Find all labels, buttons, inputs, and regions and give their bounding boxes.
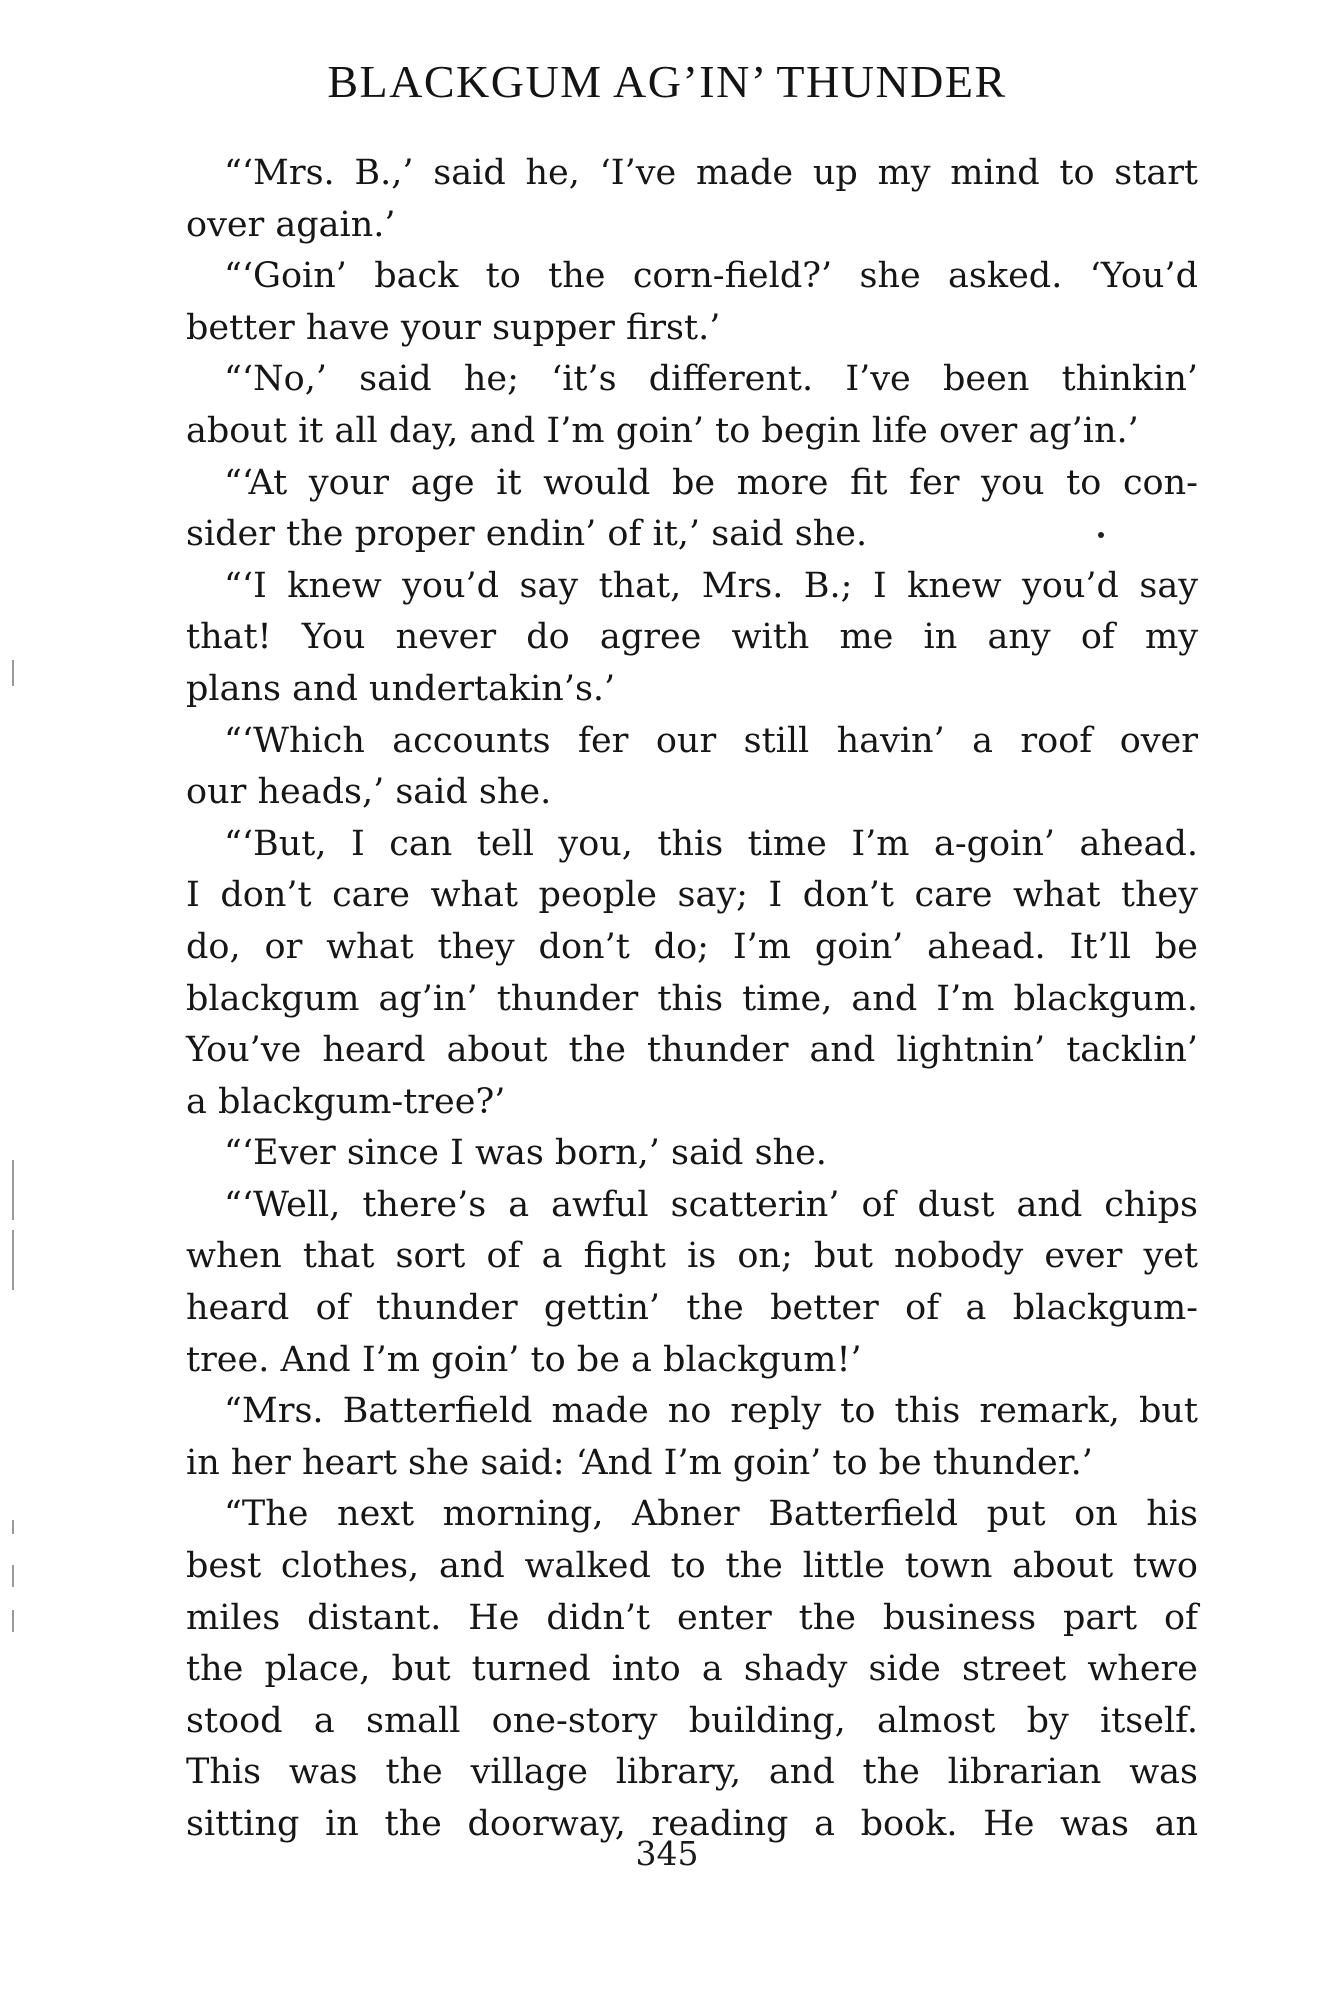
- text-line: plans and undertakin’s.’: [186, 668, 616, 709]
- text-line: when that sort of a fight is on; but nobody ever yet: [186, 1236, 1198, 1277]
- gutter-scan-marks: [0, 0, 30, 1991]
- text-line: best clothes, and walked to the little town about two: [186, 1546, 1198, 1587]
- text-line: the place, but turned into a shady side street where: [186, 1649, 1198, 1690]
- text-line: I don’t care what people say; I don’t care what they: [186, 875, 1198, 916]
- text-line: “‘Ever since I was born,’ said she.: [224, 1133, 827, 1174]
- body-text: [186, 148, 1198, 1851]
- text-line: about it all day, and I’m goin’ to begin life over ag’in.’: [186, 410, 1139, 451]
- text-line: heard of thunder gettin’ the better of a blackgum-: [186, 1288, 1198, 1329]
- text-line: that! You never do agree with me in any of my: [186, 617, 1198, 658]
- running-head: BLACKGUM AG’IN’ THUNDER: [327, 56, 1007, 107]
- text-line: “‘Which accounts fer our still havin’ a roof over: [224, 720, 1198, 761]
- text-line: “‘Well, there’s a awful scatterin’ of dust and chips: [224, 1184, 1198, 1225]
- page-number: 345: [635, 1834, 699, 1873]
- text-line: sitting in the doorway, reading a book. He was an: [186, 1804, 1198, 1844]
- text-line: a blackgum-tree?’: [186, 1081, 506, 1122]
- text-line: stood a small one-story building, almost by itself.: [186, 1700, 1198, 1741]
- text-line: “‘Goin’ back to the corn-field?’ she asked. ‘You’d: [224, 256, 1198, 297]
- text-line: sider the proper endin’ of it,’ said she.: [186, 514, 868, 555]
- text-line: “‘But, I can tell you, this time I’m a-goin’ ahead.: [224, 823, 1198, 864]
- text-line: our heads,’ said she.: [186, 772, 552, 813]
- text-line: tree. And I’m goin’ to be a blackgum!’: [186, 1339, 862, 1380]
- text-line: “‘At your age it would be more fit fer you to con-: [224, 462, 1198, 503]
- text-line: “‘Mrs. B.,’ said he, ‘I’ve made up my mind to start: [224, 153, 1198, 193]
- text-line: blackgum ag’in’ thunder this time, and I’m blackgum.: [186, 978, 1198, 1019]
- text-line: over again.’: [186, 204, 396, 245]
- text-line: do, or what they don’t do; I’m goin’ ahead. It’ll be: [186, 926, 1198, 967]
- text-line: miles distant. He didn’t enter the business part of: [186, 1597, 1198, 1638]
- text-line: This was the village library, and the librarian was: [186, 1752, 1198, 1793]
- text-line: “‘No,’ said he; ‘it’s different. I’ve been thinkin’: [224, 359, 1198, 400]
- text-line: in her heart she said: ‘And I’m goin’ to be thunder.’: [186, 1442, 1093, 1483]
- text-line: You’ve heard about the thunder and lightnin’ tacklin’: [186, 1030, 1198, 1071]
- text-line: better have your supper first.’: [186, 307, 721, 348]
- text-line: “Mrs. Batterfield made no reply to this remark, but: [224, 1391, 1198, 1432]
- text-line: “‘I knew you’d say that, Mrs. B.; I knew you’d say: [224, 565, 1198, 606]
- print-speck: [1098, 532, 1104, 538]
- text-line: “The next morning, Abner Batterfield put on his: [224, 1494, 1198, 1535]
